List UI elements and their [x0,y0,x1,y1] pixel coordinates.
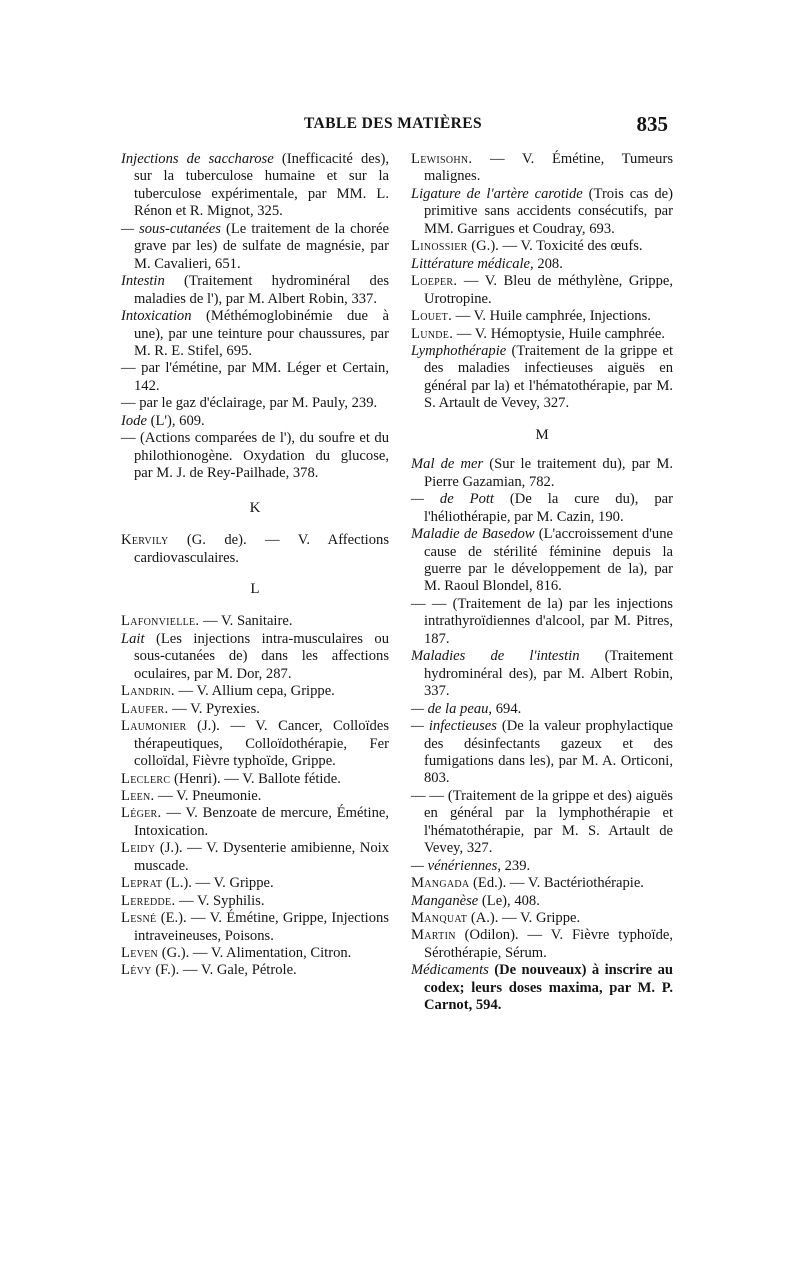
entry-text: (Traitement de la grippe et des maladies infectieuses aiguës en général par la) et l'hématothérapie, par M. S. Artault de Vevey, 327. [424,342,673,412]
entry-text: — V. Benzoate de mercure, Émétine, Intoxication. [134,805,389,839]
entry-heading: Landrin. [121,683,175,700]
entry-text: (Traitement hydrominéral des maladies de l'), par M. Albert Robin, 337. [134,273,389,307]
entry-heading: Lévy [121,962,152,979]
entry-heading: Martin [411,927,456,944]
index-entry [121,701,389,718]
entry-heading: Léger. [121,805,162,822]
entry-heading: Leen. [121,787,155,804]
entry-heading: Leven [121,945,159,962]
left-column [121,151,389,980]
page-header [118,112,668,137]
section-letter: M [535,426,549,443]
index-entry [411,343,673,413]
entry-text: (Trois cas de) primitive sans accidents consécutifs, par MM. Garrigues et Coudray, 693. [424,185,673,237]
entry-text: — V. Huile camphrée, Injections. [452,308,651,325]
entry-text: — V. Pyrexies. [168,700,260,717]
entry-heading: Ligature de l'artère carotide [411,185,583,202]
entry-text: (J.). — V. Cancer, Colloïdes thérapeutiques, Colloïdothérapie, Fer colloïdal, Fièvre typhoïde, Grippe. [134,718,389,770]
entry-heading: Injections de saccharose [121,151,274,167]
entry-text: (Ed.). — V. Bactériothérapie. [469,875,644,892]
index-entry [121,395,389,412]
page-number: 835 [636,112,668,136]
index-entry [121,151,389,221]
entry-heading: — de la peau [411,700,489,717]
entry-text: (Méthémoglobinémie due à une), par une teinture pour chaussures, par M. R. E. Stifel, 695. [134,308,389,359]
index-entry [411,186,673,238]
index-entry [411,151,673,186]
entry-text: — V. Allium cepa, Grippe. [174,683,335,700]
index-entry [121,805,389,840]
entry-text: (Odilon). — V. Fièvre typhoïde, Sérothérapie, Sérum. [424,927,673,961]
entry-heading: Lesné [121,910,157,927]
index-entry [411,701,673,718]
entry-text: — — (Traitement de la) par les injections intrathyroïdiennes d'alcool, par M. Pitres, 187. [411,595,673,647]
entry-text: , 694. [488,700,522,717]
index-entry [121,718,389,770]
entry-heading: Leidy [121,840,156,857]
entry-heading: — vénériennes [411,857,498,874]
entry-heading: Maladie de Basedow [411,526,535,543]
index-entry [411,910,673,927]
entry-text: (Inefficacité des), sur la tuberculose humaine et sur la tuberculose expérimentale, par MM. L. Rénon et R. Mignot, 325. [134,151,389,220]
index-entry [411,491,673,526]
entry-text: (G.). — V. Toxicité des œufs. [467,238,643,255]
index-entry [121,788,389,805]
entry-text: — par l'émétine, par MM. Léger et Certain, 142. [121,360,389,394]
entry-text: (L.). — V. Grippe. [162,875,274,892]
index-entry [411,238,673,255]
section-letter: L [250,580,260,597]
index-entry [411,718,673,788]
entry-text: (L'), 609. [146,412,205,429]
index-entry [411,596,673,648]
entry-heading: Linossier [411,238,468,255]
index-entry [411,893,673,910]
index-entry [121,875,389,892]
index-entry [121,631,389,683]
entry-heading: — sous-cutanées [121,220,221,237]
index-entry [411,648,673,700]
index-entry [121,413,389,430]
entry-heading: Laumonier [121,718,187,735]
entry-heading: Littérature médicale [411,255,531,272]
index-entry [121,308,389,360]
index-entry [121,613,389,630]
entry-heading: Maladies de l'intestin [411,648,580,665]
index-entry [411,875,673,892]
entry-text: (Le traitement de la chorée grave par les) de sulfate de magnésie, par M. Cavalieri, 651. [134,220,389,272]
entry-text: , 208. [530,255,563,272]
entry-text: (L'accroissement d'une cause de stérilité féminine depuis la guerre par le développement de la), par M. Raoul Blondel, 816. [424,526,674,595]
entry-heading: Kervily [121,532,169,549]
section-letter: K [249,499,261,516]
index-entry [411,927,673,962]
entry-heading: Laufer. [121,700,169,717]
index-entry [411,526,673,596]
entry-text: , 239. [497,857,531,874]
entry-heading: — de Pott [411,491,494,508]
entry-heading: Mal de mer [411,456,484,473]
entry-text: (J.). — V. Dysenterie amibienne, Noix muscade. [134,840,389,874]
index-entry [411,788,673,858]
running-title: TABLE DES MATIÈRES [303,115,483,132]
entry-heading: Manquat [411,910,468,927]
index-entry [411,308,673,325]
entry-heading: Iode [121,412,147,429]
index-entry [121,532,389,567]
entry-text: (E.). — V. Émétine, Grippe, Injections intraveineuses, Poisons. [134,910,389,944]
entry-text: (G. de). — V. Affections cardiovasculaires. [134,532,389,566]
entry-heading: Louet. [411,308,453,325]
entry-heading: Médicaments [411,962,489,979]
entry-text: (G.). — V. Alimentation, Citron. [158,945,352,962]
entry-text: (F.). — V. Gale, Pétrole. [151,962,297,979]
index-entry [411,256,673,273]
entry-heading: Lunde. [411,325,454,342]
entry-text: — V. Émétine, Tumeurs malignes. [424,151,673,185]
entry-text: (De la valeur prophylactique des désinfectants gazeux et des fumigations dans les), par M. A. Orticoni, 803. [424,718,673,787]
entry-heading: Lymphothérapie [411,342,507,359]
index-entry [121,273,389,308]
entry-heading: Leclerc [121,770,171,787]
entry-heading: Lafonvielle. [121,613,200,630]
index-entry [121,893,389,910]
entry-heading: Lait [121,630,145,647]
index-entry [121,945,389,962]
index-entry [121,430,389,482]
index-entry [121,221,389,273]
index-entry [411,962,673,1014]
entry-text: (A.). — V. Grippe. [467,910,581,927]
entry-text: (Traitement hydrominéral des), par M. Albert Robin, 337. [424,648,673,700]
index-entry [411,456,673,491]
entry-text: — V. Hémoptysie, Huile camphrée. [453,325,665,342]
entry-text: — V. Sanitaire. [199,613,293,630]
index-entry [121,683,389,700]
entry-text: (Sur le traitement du), par M. Pierre Gazamian, 782. [424,456,673,490]
entry-heading: Intoxication [121,308,192,325]
right-column [411,151,673,1015]
index-entry [411,273,673,308]
entry-text: (Henri). — V. Ballote fétide. [170,770,341,787]
index-entry [121,840,389,875]
entry-text: — V. Pneumonie. [154,787,262,804]
entry-heading: Loeper. [411,273,458,290]
entry-heading: Manganèse [411,892,479,909]
entry-heading: Leprat [121,875,163,892]
entry-text: (De la cure du), par l'héliothérapie, par M. Cazin, 190. [424,491,674,525]
index-entry [411,858,673,875]
entry-text: — V. Bleu de méthylène, Grippe, Urotropine. [424,273,673,307]
index-entry [121,962,389,979]
entry-heading: Mangada [411,875,470,892]
index-entry [121,910,389,945]
entry-heading: Leredde. [121,892,176,909]
entry-heading: Intestin [121,273,165,290]
entry-heading: — infectieuses [411,718,497,735]
entry-text: (Le), 408. [478,892,540,909]
entry-text: (Les injections intra-musculaires ou sous-cutanées de) dans les affections oculaires, par M. Dor, 287. [134,630,389,682]
entry-text: — V. Syphilis. [175,892,265,909]
index-entry [411,326,673,343]
entry-text: — — (Traitement de la grippe et des) aiguës en général par la lymphothérapie et l'hématothérapie, par M. S. Artault de Vevey, 327. [411,787,673,857]
entry-text: — (Actions comparées de l'), du soufre et du philothionogène. Oxydation du glucose, par M. J. de Rey-Pailhade, 378. [121,430,389,482]
index-entry [121,360,389,395]
entry-text: (De nouveaux) à inscrire au codex; leurs doses maxima, par M. P. Carnot, 594. [424,962,673,1014]
entry-text: — par le gaz d'éclairage, par M. Pauly, 239. [121,395,378,412]
entry-heading: Lewisohn. [411,151,473,167]
index-entry [121,771,389,788]
